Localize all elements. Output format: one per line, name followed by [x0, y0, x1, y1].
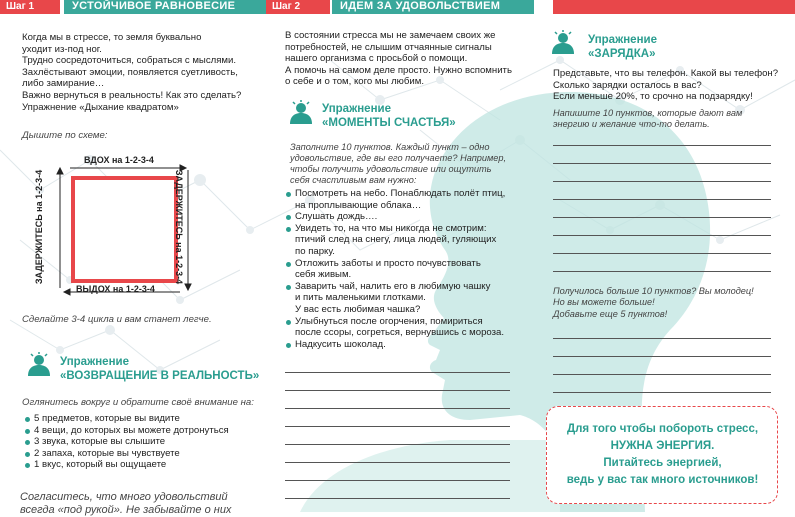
hint-line: удовольствие, где вы его получаете? Например,	[290, 153, 507, 163]
middle-line: Получилось больше 10 пунктов? Вы молодец!	[553, 286, 754, 296]
callout-line: НУЖНА ЭНЕРГИЯ.	[610, 440, 715, 452]
step1-tab: Шаг 1	[0, 0, 60, 14]
square-label-right: ЗАДЕРЖИТЕСЬ на 1-2-3-4	[174, 169, 185, 285]
list-item: 5 предметов, которые вы видите	[24, 413, 264, 425]
intro-line: Сколько зарядки осталось в вас?	[553, 79, 702, 91]
person-stress-icon	[24, 352, 54, 380]
list-item: Слушать дождь….	[285, 211, 535, 223]
step1-intro-line: Упражнение «Дыхание квадратом»	[22, 101, 179, 113]
answer-line[interactable]	[285, 480, 510, 481]
energy-callout-text	[546, 421, 779, 489]
answer-line[interactable]	[553, 392, 771, 393]
square-label-left: ЗАДЕРЖИТЕСЬ на 1-2-3-4	[34, 169, 45, 285]
list-item: Увидеть то, на что мы никогда не смотрим: птичий след на снегу, лица людей, гуляющих по парку.	[285, 223, 535, 258]
exercise2-label: Упражнение	[322, 103, 391, 115]
list-item: Надкусить шоколад.	[285, 339, 535, 351]
breathing-square	[73, 178, 176, 281]
hint-line: энергию и желание что-то делать.	[553, 119, 710, 129]
exercise2-name: «МОМЕНТЫ СЧАСТЬЯ»	[322, 117, 456, 129]
square-label-top: ВДОХ на 1-2-3-4	[84, 155, 154, 165]
step1-title: УСТОЙЧИВОЕ РАВНОВЕСИЕ	[64, 0, 266, 14]
middle-line: Но вы можете больше!	[553, 297, 655, 308]
step2-intro-line: А помочь на самом деле просто. Нужно вспомнить	[285, 64, 512, 76]
step2-intro-line: о себе и о том, кого мы любим.	[285, 76, 424, 88]
exercise1-name: «ВОЗВРАЩЕНИЕ В РЕАЛЬНОСТЬ»	[60, 370, 260, 382]
answer-line[interactable]	[553, 271, 771, 272]
answer-line[interactable]	[553, 235, 771, 236]
answer-line[interactable]	[553, 163, 771, 164]
answer-line[interactable]	[285, 462, 510, 463]
answer-line[interactable]	[553, 145, 771, 146]
footer-line: всегда «под рукой». Не забывайте о них	[20, 504, 232, 516]
list-item: Заварить чай, налить его в любимую чашку и пить маленькими глотками. У вас есть любимая чашка?	[285, 281, 535, 316]
answer-line[interactable]	[553, 217, 771, 218]
list-item: 2 запаха, которые вы чувствуете	[24, 448, 264, 460]
step2-intro	[285, 30, 535, 88]
exercise3-hint	[553, 108, 793, 130]
exercise2-list	[285, 188, 535, 350]
answer-line[interactable]	[285, 426, 510, 427]
list-item: 3 звука, которые вы слышите	[24, 436, 264, 448]
list-item: 1 вкус, который вы ощущаете	[24, 459, 264, 471]
intro-line: Если меньше 20%, то срочно на подзарядку!	[553, 91, 753, 103]
exercise3-middle-text	[553, 286, 793, 320]
footer-line: Согласитесь, что много удовольствий	[20, 491, 228, 503]
column3-top-bar	[553, 0, 795, 14]
answer-line[interactable]	[285, 408, 510, 409]
breathe-hint: Дышите по схеме:	[22, 130, 108, 141]
exercise1-hint: Оглянитесь вокруг и обратите своё внимание на:	[22, 397, 254, 408]
hint-line: Заполните 10 пунктов. Каждый пункт – одно	[290, 142, 490, 152]
step2-intro-line: нашего организма с просьбой о помощи.	[285, 53, 468, 65]
hint-line: себя счастливым вам нужно:	[290, 175, 417, 185]
step2-intro-line: В состоянии стресса мы не замечаем своих же	[285, 30, 496, 41]
exercise2-hint	[290, 142, 530, 186]
square-label-bottom: ВЫДОХ на 1-2-3-4	[76, 284, 155, 294]
list-item: 4 вещи, до которых вы можете дотронуться	[24, 425, 264, 437]
answer-line[interactable]	[285, 372, 510, 373]
callout-line: ведь у вас так много источников!	[566, 474, 759, 486]
answer-line[interactable]	[553, 374, 771, 375]
exercise1-label: Упражнение	[60, 356, 129, 368]
list-item: Отложить заботы и просто почувствовать себя живым.	[285, 258, 535, 281]
step1-intro-line: Трудно сосредоточиться, собраться с мыслями.	[22, 55, 237, 67]
list-item: Посмотреть на небо. Понаблюдать полёт птиц, на проплывающие облака…	[285, 188, 535, 211]
answer-line[interactable]	[285, 390, 510, 391]
answer-line[interactable]	[553, 338, 771, 339]
step1-intro-line: Важно вернуться в реальность! Как это сделать?	[22, 89, 242, 101]
callout-line: Для того чтобы побороть стресс,	[566, 423, 759, 435]
answer-line[interactable]	[553, 356, 771, 357]
step1-intro-line: либо замирание…	[22, 78, 105, 90]
step2-tab: Шаг 2	[266, 0, 330, 14]
step1-intro	[22, 32, 262, 113]
exercise3-name: «ЗАРЯДКА»	[588, 48, 656, 60]
step1-intro-line: Захлёстывают эмоции, появляется суетливость,	[22, 66, 238, 78]
list-item: Улыбнуться после огорчения, помириться после ссоры, согреться, вернувшись с мороза.	[285, 316, 535, 339]
exercise3-label: Упражнение	[588, 34, 657, 46]
exercise1-footer	[20, 491, 260, 517]
exercise1-list	[24, 413, 264, 471]
answer-line[interactable]	[553, 253, 771, 254]
step2-title: ИДЕМ ЗА УДОВОЛЬСТВИЕМ	[332, 0, 534, 14]
step1-intro-line: Когда мы в стрессе, то земля буквально	[22, 32, 202, 43]
middle-line: Добавьте еще 5 пунктов!	[553, 308, 668, 319]
answer-line[interactable]	[285, 444, 510, 445]
hint-line: чтобы получить удовольствие или ощутить	[290, 164, 492, 174]
answer-line[interactable]	[553, 199, 771, 200]
callout-line: Питайтесь энергией,	[603, 457, 722, 469]
square-after-text: Сделайте 3-4 цикла и вам станет легче.	[22, 314, 212, 325]
answer-line[interactable]	[553, 181, 771, 182]
hint-line: Напишите 10 пунктов, которые дают вам	[553, 108, 743, 118]
answer-line[interactable]	[285, 498, 510, 499]
intro-line: Представьте, что вы телефон. Какой вы телефон?	[553, 68, 779, 79]
exercise3-intro	[553, 68, 793, 103]
person-stress-icon	[286, 100, 316, 128]
step2-intro-line: потребностей, не слышим отчаянные сигналы	[285, 41, 492, 53]
person-stress-icon	[548, 30, 578, 58]
step1-intro-line: уходит из-под ног.	[22, 43, 102, 55]
